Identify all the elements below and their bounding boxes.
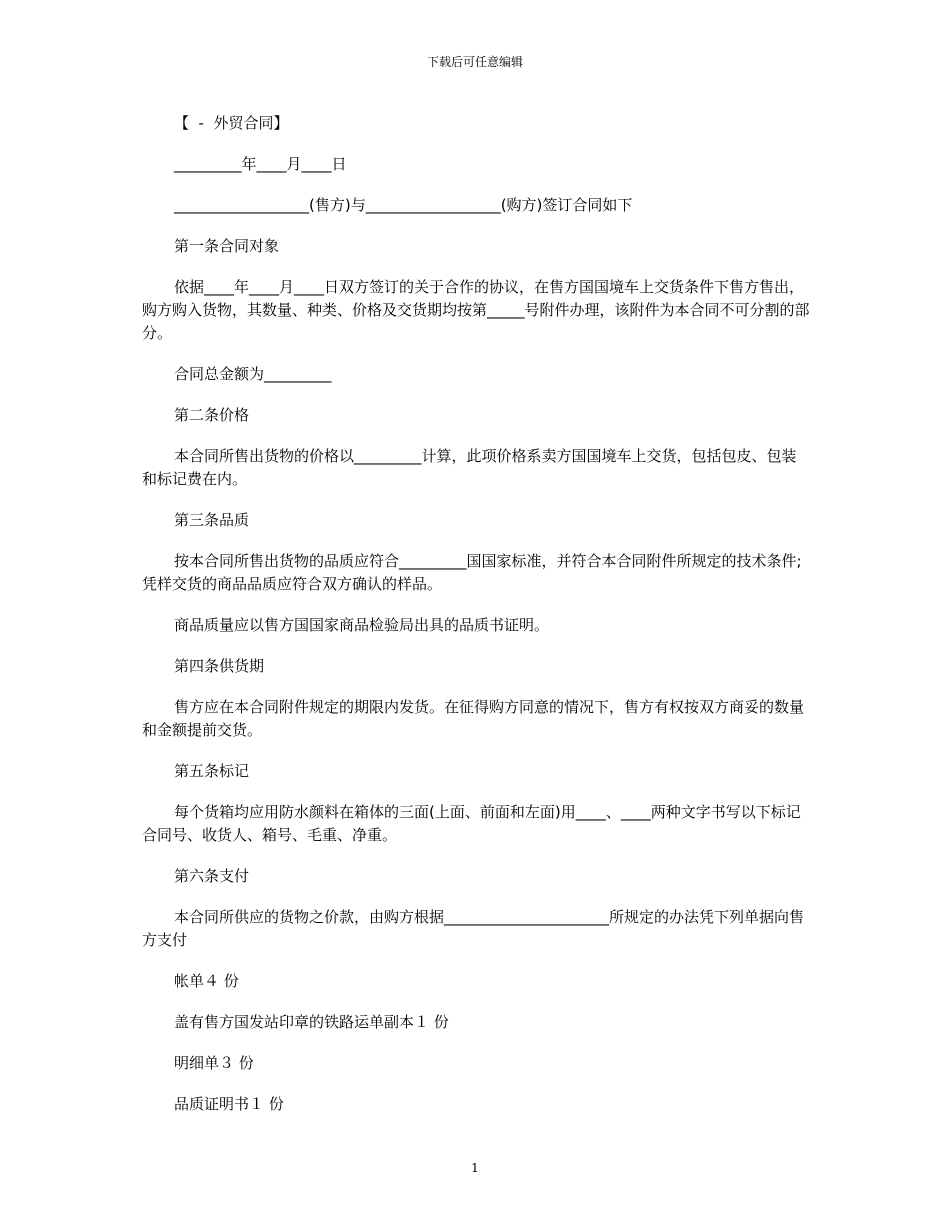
article-6-text: 本合同所供应的货物之价款，由购方根据______________________所规定的办法凭下列单据向售方支付 bbox=[142, 908, 805, 949]
article-2-text: 本合同所售出货物的价格以_________计算，此项价格系卖方国国境车上交货，包括包皮、包装和标记费在内。 bbox=[142, 447, 797, 488]
article-4-text: 售方应在本合同附件规定的期限内发货。在征得购方同意的情况下，售方有权按双方商妥的数量和金额提前交货。 bbox=[142, 698, 805, 739]
document-item-invoice: 帐单４ 份 bbox=[174, 972, 239, 990]
page-number: 1 bbox=[471, 1161, 479, 1175]
article-5-text: 每个货箱均应用防水颜料在箱体的三面(上面、前面和左面)用____、____两种文字书写以下标记合同号、收货人、箱号、毛重、净重。 bbox=[142, 803, 801, 844]
article-5-heading: 第五条标记 bbox=[174, 762, 250, 780]
quality-certificate-text: 商品质量应以售方国国家商品检验局出具的品质书证明。 bbox=[174, 616, 550, 634]
article-4-heading: 第四条供货期 bbox=[174, 657, 265, 675]
document-item-quality-certificate: 品质证明书１ 份 bbox=[174, 1095, 284, 1113]
document-item-waybill: 盖有售方国发站印章的铁路运单副本１ 份 bbox=[174, 1013, 449, 1031]
article-2-heading: 第二条价格 bbox=[174, 406, 250, 424]
document-body bbox=[142, 112, 810, 1134]
article-1-text: 依据____年____月____日双方签订的关于合作的协议，在售方国国境车上交货条件下售方售出，购方购入货物，其数量、种类、价格及交货期均按第_____号附件办理，该附件为本合同不可分割的部分。 bbox=[142, 278, 810, 342]
document-item-packing-list: 明细单３ 份 bbox=[174, 1054, 254, 1072]
article-3-heading: 第三条品质 bbox=[174, 511, 250, 529]
article-1-heading: 第一条合同对象 bbox=[174, 237, 280, 255]
parties-line: __________________(售方)与__________________(购方)签订合同如下 bbox=[174, 196, 633, 214]
date-line: _________年____月____日 bbox=[174, 155, 347, 173]
article-6-heading: 第六条支付 bbox=[174, 867, 250, 885]
article-3-text: 按本合同所售出货物的品质应符合_________国国家标准，并符合本合同附件所规定的技术条件;凭样交货的商品品质应符合双方确认的样品。 bbox=[142, 552, 802, 593]
total-amount-line: 合同总金额为_________ bbox=[174, 365, 332, 383]
contract-title: 【 - 外贸合同】 bbox=[174, 114, 289, 132]
header-note: 下载后可任意编辑 bbox=[426, 55, 523, 69]
